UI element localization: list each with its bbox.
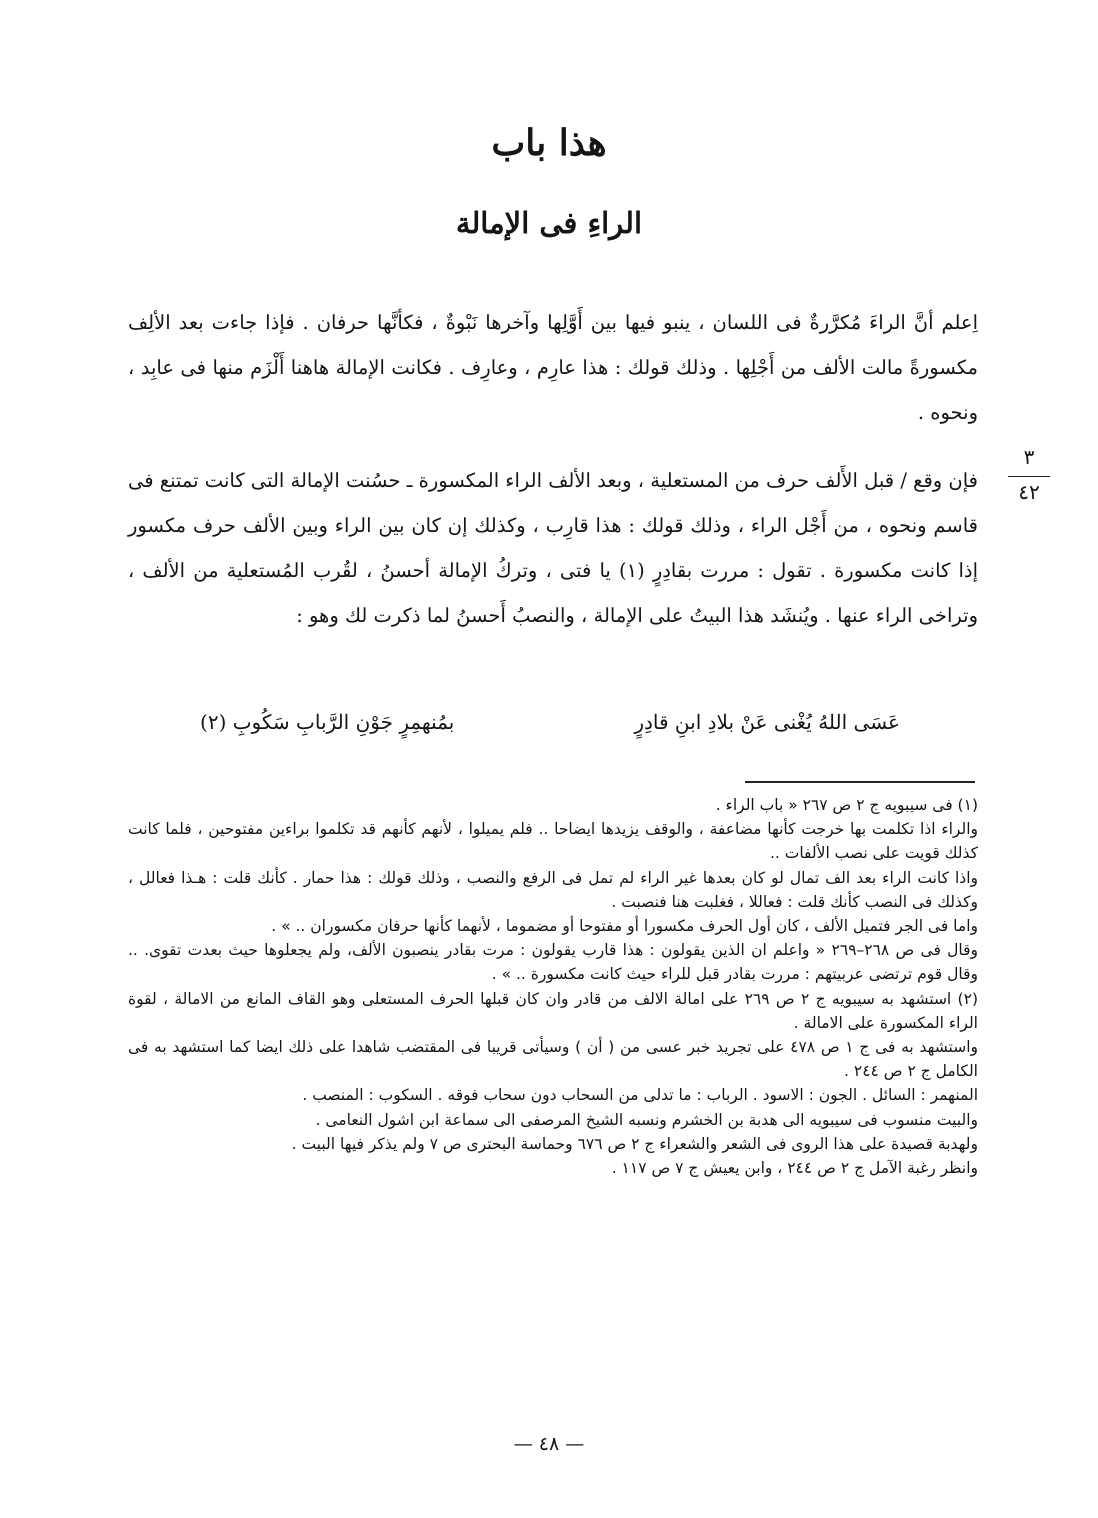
poetry-verse: [200, 710, 900, 734]
footnote-line: المنهمر : السائل . الجون : الاسود . الرباب : ما تدلى من السحاب دون سحاب فوقه . السكوب : المنصب .: [302, 1086, 978, 1105]
footnote-line: واما فی الجر فتميل الألف ، كان أول الحرف مكسورا أو مفتوحا أو مضموما ، لأنهما كأنها حرفان مكسوران .. » .: [271, 917, 978, 936]
body-paragraph-1: اِعلم أنَّ الراءَ مُكرَّرةٌ فی اللسان ، ينبو فيها بين أَوَّلِها وآخرها نَبْوةٌ ، فكأنَّها حرفان . فإذا جاءت بعد الألِف مكسورةً مالت الألف من أَجْلِها . وذلك قولك : هذا عارِم ، وعارِف . فكانت الإمالة هاهنا أَلْزَم منها فی عابِد ، ونحوه .: [128, 311, 978, 424]
footnote-line: ولهدبة قصيدة على هذا الروى فی الشعر والشعراء ج ٢ ص ٦٧٦ وحماسة البحترى ص ٧ ولم يذكر فيها البيت .: [291, 1134, 978, 1153]
footnote-line: والراء اذا تكلمت بها خرجت كأنها مضاعفة ، والوقف يزيدها ايضاحا .. فلم يميلوا ، لأنهم كأنهم قد تكلموا براءين مفتوحين ، فلما كانت كذلك قويت على نصب الألفات ..: [128, 820, 978, 863]
chapter-title: هذا باب: [491, 122, 607, 164]
footnote-line: وقال فی ص ٢٦٨–٢٦٩ « واعلم ان الذين يقولون : هذا قارب يقولون : مرت بقادر ينصبون الألف، ولم يجعلوها حيث بعدت تقوى. .. وقال قوم ترتضى عربيتهم : مررت بقادر قبل للراء حيث كانت مكسورة .. » .: [128, 941, 978, 984]
verse-hemistich-second: بمُنهمِرٍ جَوْنِ الرَّبابِ سَكُوبِ (٢): [200, 710, 455, 734]
footnote-line: وانظر رغبة الآمل ج ٢ ص ٢٤٤ ، وابن يعيش ج ٧ ص ١١٧ .: [611, 1159, 978, 1178]
margin-reference-bottom: ٤٢: [1018, 480, 1040, 504]
page-number: — ٤٨ —: [513, 1433, 585, 1455]
margin-reference-divider: [1008, 476, 1050, 477]
footnotes-section: [128, 793, 978, 1180]
chapter-subtitle: الراءِ فی الإمالة: [455, 206, 643, 240]
margin-reference-top: ٣: [1023, 445, 1035, 469]
footnote-line: واذا كانت الراء بعد الف تمال لو كان بعدها غير الراء لم تمل فی الرفع والنصب ، وذلك قولك : هذا حمار . كأنك قلت : هـذا فعالل ، وكذلك فی النصب كأنك قلت : فعاللا ، فغلبت هنا فنصبت .: [128, 868, 978, 911]
footnote-separator: [745, 781, 975, 783]
footnote-line: واستشهد به فی ج ١ ص ٤٧٨ على تجريد خبر عسى من ( أن ) وسيأتى قريبا فی المقتضب شاهدا على ذلك ايضا كما استشهد به فی الكامل ج ٢ ص ٢٤٤ .: [128, 1038, 979, 1081]
verse-hemistich-first: عَسَى اللهُ يُغْنى عَنْ بلادِ ابنِ قادِرٍ: [634, 710, 900, 734]
footnote-line: (١) فی سيبويه ج ٢ ص ٢٦٧ « باب الراء .: [715, 796, 978, 814]
footnote-line: والبيت منسوب فی سيبويه الى هدبة بن الخشرم ونسبه الشيخ المرصفی الى سماعة ابن اشول النعامی .: [315, 1110, 978, 1129]
footnote-line: (٢) استشهد به سيبويه ج ٢ ص ٢٦٩ على امالة الالف من قادر وان كان قبلها الحرف المستعلى وهو القاف المانع من الامالة ، لقوة الراء المكسورة على الامالة .: [128, 989, 978, 1032]
body-paragraph-2: فإن وقع / قبل الأَلف حرف من المستعلية ، وبعد الألف الراء المكسورة ـ حسُنت الإمالة التى كانت تمتنع فی قاسم ونحوه ، من أَجْل الراء ، وذلك قولك : هذا قارِب ، وكذلك إن كان بين الراء وبين الألف حرف مكسور إذا كانت مكسورة . تقول : مررت بقادِرٍ (١) يا فتى ، وتركُ الإمالة أحسنُ ، لقُرب المُستعلية من الألف ، وتراخی الراء عنها . ويُنشَد هذا البيتُ على الإمالة ، والنصبُ أَحسنُ لما ذكرت لك وهو :: [127, 469, 978, 627]
